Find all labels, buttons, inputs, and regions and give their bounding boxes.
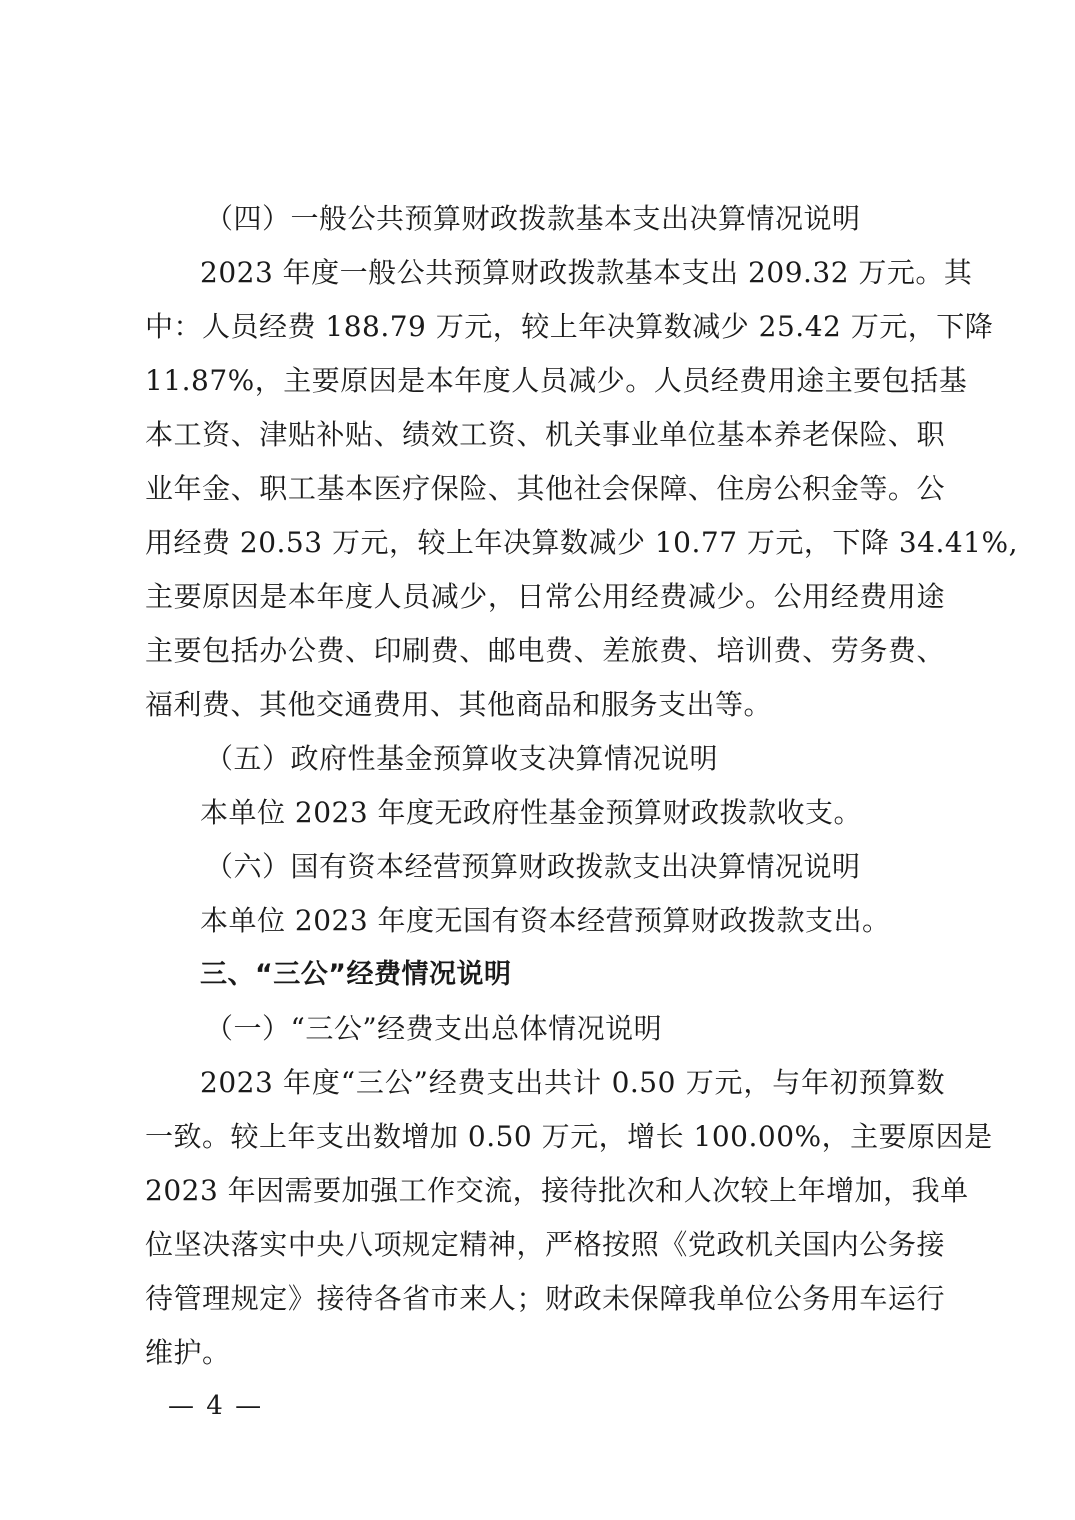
paragraph-line: 2023 年度一般公共预算财政拨款基本支出 209.32 万元。其 <box>200 256 973 289</box>
paragraph-line: 用经费 20.53 万元，较上年决算数减少 10.77 万元，下降 34.41%, <box>145 526 1018 559</box>
paragraph-line: 本工资、津贴补贴、绩效工资、机关事业单位基本养老保险、职 <box>145 418 945 451</box>
section-heading-5: （五）政府性基金预算收支决算情况说明 <box>205 742 719 775</box>
section-heading-main: 三、“三公”经费情况说明 <box>200 959 512 990</box>
section-heading-1: （一）“三公”经费支出总体情况说明 <box>205 1012 663 1045</box>
section-heading-6: （六）国有资本经营预算财政拨款支出决算情况说明 <box>205 850 861 883</box>
section-heading-4: （四）一般公共预算财政拨款基本支出决算情况说明 <box>205 202 861 235</box>
paragraph-line: 2023 年度“三公”经费支出共计 0.50 万元，与年初预算数 <box>200 1066 945 1099</box>
paragraph-line: 福利费、其他交通费用、其他商品和服务支出等。 <box>145 688 773 721</box>
paragraph-line: 主要包括办公费、印刷费、邮电费、差旅费、培训费、劳务费、 <box>145 634 945 667</box>
paragraph-line: 中：人员经费 188.79 万元，较上年决算数减少 25.42 万元，下降 <box>145 310 994 343</box>
paragraph-line: 本单位 2023 年度无政府性基金预算财政拨款收支。 <box>200 796 863 829</box>
paragraph-line: 位坚决落实中央八项规定精神，严格按照《党政机关国内公务接 <box>145 1228 945 1261</box>
paragraph-line: 主要原因是本年度人员减少，日常公用经费减少。公用经费用途 <box>145 580 945 613</box>
page-number: — 4 — <box>168 1391 264 1421</box>
paragraph-line: 2023 年因需要加强工作交流，接待批次和人次较上年增加，我单 <box>145 1174 969 1207</box>
paragraph-line: 一致。较上年支出数增加 0.50 万元，增长 100.00%，主要原因是 <box>145 1120 993 1153</box>
paragraph-line: 维护。 <box>145 1336 231 1369</box>
paragraph-line: 业年金、职工基本医疗保险、其他社会保障、住房公积金等。公 <box>145 472 945 505</box>
paragraph-line: 待管理规定》接待各省市来人；财政未保障我单位公务用车运行 <box>145 1282 945 1315</box>
paragraph-line: 本单位 2023 年度无国有资本经营预算财政拨款支出。 <box>200 904 891 937</box>
paragraph-line: 11.87%，主要原因是本年度人员减少。人员经费用途主要包括基 <box>145 364 968 397</box>
